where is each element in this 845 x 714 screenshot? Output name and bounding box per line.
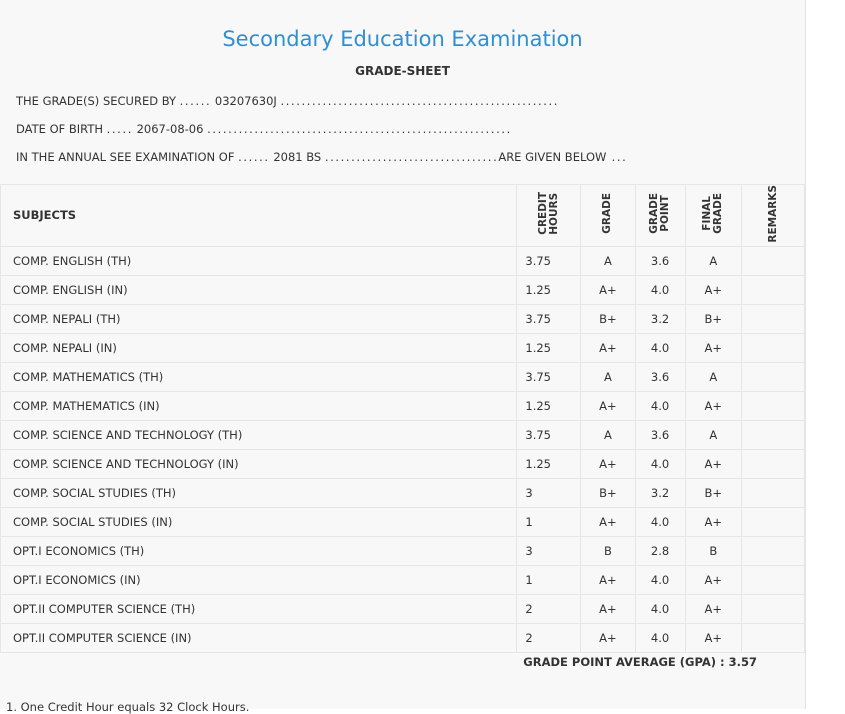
subject-cell: COMP. SCIENCE AND TECHNOLOGY (TH) xyxy=(1,420,517,449)
remarks-cell xyxy=(742,536,805,565)
subject-cell: COMP. NEPALI (IN) xyxy=(1,333,517,362)
final-grade-cell: A xyxy=(685,420,742,449)
info-dob: DATE OF BIRTH ..... 2067-08-06 .......................................................... xyxy=(16,122,512,136)
table-row xyxy=(1,623,805,652)
subject-cell: COMP. SCIENCE AND TECHNOLOGY (IN) xyxy=(1,449,517,478)
grade-point-cell: 4.0 xyxy=(635,507,685,536)
final-grade-cell: A+ xyxy=(685,333,742,362)
grade-point-cell: 4.0 xyxy=(635,275,685,304)
grade-point-cell: 3.2 xyxy=(635,304,685,333)
credit-hours-cell: 1.25 xyxy=(517,391,581,420)
table-row xyxy=(1,362,805,391)
exam-year: 2081 BS xyxy=(273,150,322,164)
subject-cell: OPT.II COMPUTER SCIENCE (IN) xyxy=(1,623,517,652)
exam-label: IN THE ANNUAL SEE EXAMINATION OF xyxy=(16,150,235,164)
gpa-summary: GRADE POINT AVERAGE (GPA) : 3.57 xyxy=(523,655,757,669)
remarks-cell xyxy=(742,275,805,304)
header-final-grade: FINAL GRADE xyxy=(685,185,742,247)
credit-hours-cell: 1 xyxy=(517,565,581,594)
grade-point-cell: 3.6 xyxy=(635,362,685,391)
subject-cell: COMP. MATHEMATICS (IN) xyxy=(1,391,517,420)
grade-cell: A+ xyxy=(581,275,635,304)
grade-point-cell: 4.0 xyxy=(635,333,685,362)
credit-hours-cell: 1 xyxy=(517,507,581,536)
final-grade-cell: B xyxy=(685,536,742,565)
info-exam: IN THE ANNUAL SEE EXAMINATION OF ...... 2081 BS .................................ARE GIVEN BELOW ... xyxy=(16,150,628,164)
table-row xyxy=(1,246,805,275)
page-title: Secondary Education Examination xyxy=(222,27,583,51)
table-row xyxy=(1,275,805,304)
credit-hours-cell: 1.25 xyxy=(517,275,581,304)
remarks-cell xyxy=(742,391,805,420)
grades-table xyxy=(0,184,805,653)
table-row xyxy=(1,478,805,507)
credit-hours-cell: 3 xyxy=(517,478,581,507)
symbol-number: 03207630J xyxy=(214,94,277,108)
credit-hours-cell: 3.75 xyxy=(517,420,581,449)
grade-point-cell: 4.0 xyxy=(635,449,685,478)
grade-cell: A+ xyxy=(581,623,635,652)
credit-hours-cell: 3.75 xyxy=(517,246,581,275)
info-secured-by: THE GRADE(S) SECURED BY ...... 03207630J ..................................................... xyxy=(16,94,560,108)
table-row xyxy=(1,420,805,449)
grade-cell: A xyxy=(581,420,635,449)
footnote: 1. One Credit Hour equals 32 Clock Hours. xyxy=(6,700,250,714)
header-credit-hours: CREDIT HOURS xyxy=(517,185,581,247)
grade-point-cell: 2.8 xyxy=(635,536,685,565)
grade-point-cell: 3.6 xyxy=(635,420,685,449)
table-row xyxy=(1,536,805,565)
grade-point-cell: 4.0 xyxy=(635,391,685,420)
table-row xyxy=(1,333,805,362)
credit-hours-cell: 2 xyxy=(517,594,581,623)
grade-cell: A+ xyxy=(581,507,635,536)
table-row xyxy=(1,565,805,594)
table-header-row xyxy=(1,185,805,247)
final-grade-cell: B+ xyxy=(685,304,742,333)
subject-cell: OPT.I ECONOMICS (IN) xyxy=(1,565,517,594)
final-grade-cell: A+ xyxy=(685,594,742,623)
remarks-cell xyxy=(742,449,805,478)
subject-cell: COMP. ENGLISH (IN) xyxy=(1,275,517,304)
remarks-cell xyxy=(742,304,805,333)
remarks-cell xyxy=(742,594,805,623)
grade-point-cell: 4.0 xyxy=(635,623,685,652)
table-row xyxy=(1,594,805,623)
credit-hours-cell: 2 xyxy=(517,623,581,652)
final-grade-cell: B+ xyxy=(685,478,742,507)
table-row xyxy=(1,304,805,333)
final-grade-cell: A+ xyxy=(685,623,742,652)
secured-by-label: THE GRADE(S) SECURED BY xyxy=(16,94,177,108)
header-grade: GRADE xyxy=(581,185,635,247)
remarks-cell xyxy=(742,420,805,449)
page-subtitle: GRADE-SHEET xyxy=(355,64,450,78)
final-grade-cell: A xyxy=(685,246,742,275)
remarks-cell xyxy=(742,478,805,507)
final-grade-cell: A xyxy=(685,362,742,391)
dob-label: DATE OF BIRTH xyxy=(16,122,104,136)
subject-cell: COMP. SOCIAL STUDIES (TH) xyxy=(1,478,517,507)
grade-cell: B+ xyxy=(581,478,635,507)
grade-point-cell: 3.2 xyxy=(635,478,685,507)
remarks-cell xyxy=(742,623,805,652)
final-grade-cell: A+ xyxy=(685,507,742,536)
dob-value: 2067-08-06 xyxy=(136,122,204,136)
grade-cell: B xyxy=(581,536,635,565)
page-border xyxy=(805,0,806,709)
credit-hours-cell: 3.75 xyxy=(517,304,581,333)
subject-cell: OPT.II COMPUTER SCIENCE (TH) xyxy=(1,594,517,623)
remarks-cell xyxy=(742,362,805,391)
grade-cell: A xyxy=(581,246,635,275)
subject-cell: COMP. SOCIAL STUDIES (IN) xyxy=(1,507,517,536)
subject-cell: COMP. ENGLISH (TH) xyxy=(1,246,517,275)
header-grade-point: GRADE POINT xyxy=(635,185,685,247)
credit-hours-cell: 1.25 xyxy=(517,449,581,478)
grade-cell: B+ xyxy=(581,304,635,333)
subject-cell: OPT.I ECONOMICS (TH) xyxy=(1,536,517,565)
remarks-cell xyxy=(742,507,805,536)
grade-point-cell: 4.0 xyxy=(635,594,685,623)
final-grade-cell: A+ xyxy=(685,565,742,594)
grade-point-cell: 4.0 xyxy=(635,565,685,594)
grade-cell: A+ xyxy=(581,565,635,594)
remarks-cell xyxy=(742,333,805,362)
grade-cell: A+ xyxy=(581,449,635,478)
given-below-text: ARE GIVEN BELOW xyxy=(498,150,607,164)
final-grade-cell: A+ xyxy=(685,275,742,304)
table-row xyxy=(1,391,805,420)
grade-cell: A+ xyxy=(581,594,635,623)
credit-hours-cell: 3 xyxy=(517,536,581,565)
final-grade-cell: A+ xyxy=(685,449,742,478)
subject-cell: COMP. NEPALI (TH) xyxy=(1,304,517,333)
grade-cell: A xyxy=(581,362,635,391)
table-row xyxy=(1,507,805,536)
remarks-cell xyxy=(742,246,805,275)
credit-hours-cell: 1.25 xyxy=(517,333,581,362)
table-row xyxy=(1,449,805,478)
final-grade-cell: A+ xyxy=(685,391,742,420)
grade-point-cell: 3.6 xyxy=(635,246,685,275)
header-subjects: SUBJECTS xyxy=(1,185,517,247)
remarks-cell xyxy=(742,565,805,594)
grade-cell: A+ xyxy=(581,391,635,420)
credit-hours-cell: 3.75 xyxy=(517,362,581,391)
subject-cell: COMP. MATHEMATICS (TH) xyxy=(1,362,517,391)
grade-cell: A+ xyxy=(581,333,635,362)
header-remarks: REMARKS xyxy=(742,185,805,247)
